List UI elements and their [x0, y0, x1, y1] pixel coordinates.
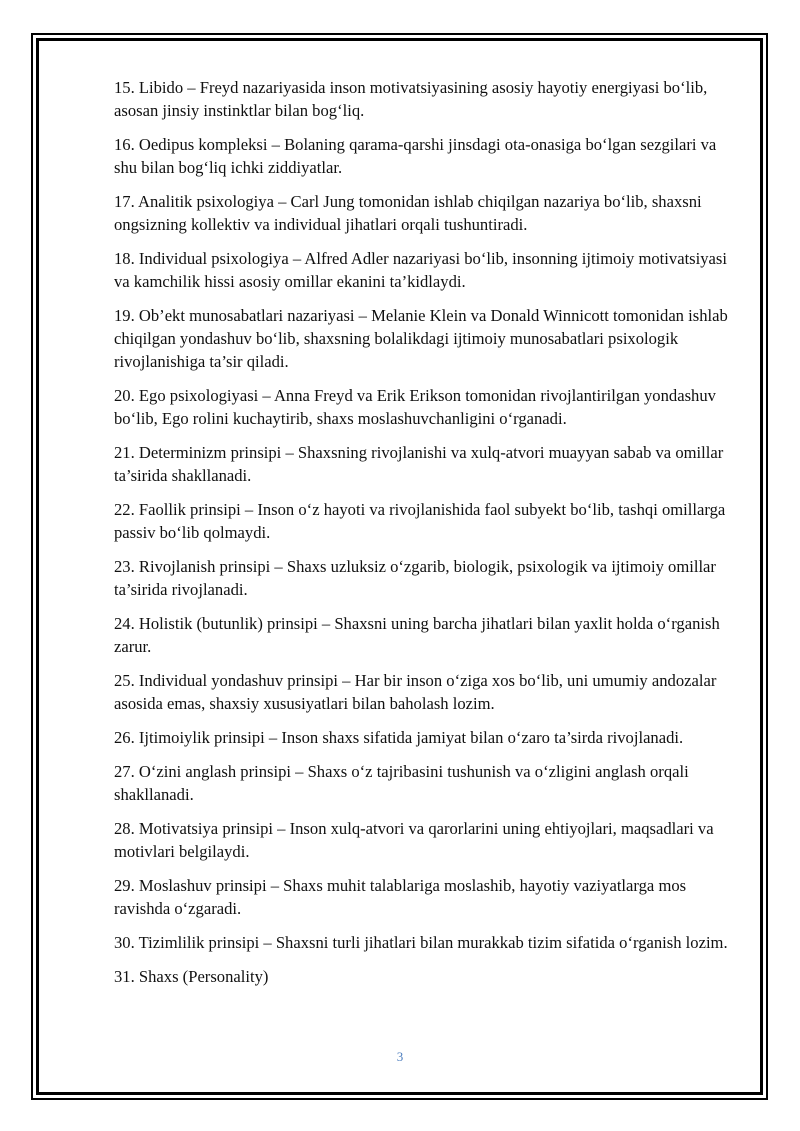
list-item: 17. Analitik psixologiya – Carl Jung tomonidan ishlab chiqilgan nazariya bo‘lib, shaxsni ongsizning kollektiv va individual jihatlari orqali tushuntiradi.: [114, 192, 702, 234]
document-body: [114, 76, 742, 999]
list-item: 27. O‘zini anglash prinsipi – Shaxs o‘z tajribasini tushunish va o‘zligini anglash orqali shakllanadi.: [114, 762, 689, 804]
list-item: 22. Faollik prinsipi – Inson o‘z hayoti va rivojlanishida faol subyekt bo‘lib, tashqi omillarga passiv bo‘lib qolmaydi.: [114, 500, 726, 542]
list-item: 15. Libido – Freyd nazariyasida inson motivatsiyasining asosiy hayotiy energiyasi bo‘lib, asosan jinsiy instinktlar bilan bog‘liq.: [114, 78, 708, 120]
list-item: 19. Ob’ekt munosabatlari nazariyasi – Melanie Klein va Donald Winnicott tomonidan ishlab chiqilgan yondashuv bo‘lib, shaxsning bolalikdagi ijtimoiy munosabatlari psixologik rivojlanishiga ta’sir qiladi.: [114, 306, 728, 371]
list-item: 24. Holistik (butunlik) prinsipi – Shaxsni uning barcha jihatlari bilan yaxlit holda o‘rganish zarur.: [114, 614, 720, 656]
list-item: 29. Moslashuv prinsipi – Shaxs muhit talablariga moslashib, hayotiy vaziyatlarga mos ravishda o‘zgaradi.: [114, 876, 687, 918]
list-item: 20. Ego psixologiyasi – Anna Freyd va Erik Erikson tomonidan rivojlantirilgan yondashuv bo‘lib, Ego rolini kuchaytirib, shaxs moslashuvchanligini o‘rganadi.: [114, 386, 716, 428]
list-item: 16. Oedipus kompleksi – Bolaning qarama-qarshi jinsdagi ota-onasiga bo‘lgan sezgilari va shu bilan bog‘liq ichki ziddiyatlar.: [114, 135, 717, 177]
list-item: 25. Individual yondashuv prinsipi – Har bir inson o‘ziga xos bo‘lib, uni umumiy andozalar asosida emas, shaxsiy xususiyatlari bilan baholash lozim.: [114, 671, 717, 713]
list-item: 18. Individual psixologiya – Alfred Adler nazariyasi bo‘lib, insonning ijtimoiy motivatsiyasi va kamchilik hissi asosiy omillar ekanini ta’kidlaydi.: [114, 249, 727, 291]
list-item: 28. Motivatsiya prinsipi – Inson xulq-atvori va qarorlarini uning ehtiyojlari, maqsadlari va motivlari belgilaydi.: [114, 819, 714, 861]
list-item: 21. Determinizm prinsipi – Shaxsning rivojlanishi va xulq-atvori muayyan sabab va omillar ta’sirida shakllanadi.: [114, 443, 724, 485]
page-number: 3: [396, 1049, 404, 1064]
list-item: 31. Shaxs (Personality): [114, 967, 269, 986]
list-item: 26. Ijtimoiylik prinsipi – Inson shaxs sifatida jamiyat bilan o‘zaro ta’sirda rivojlanadi.: [114, 728, 684, 747]
list-item: 30. Tizimlilik prinsipi – Shaxsni turli jihatlari bilan murakkab tizim sifatida o‘rganish lozim.: [114, 933, 728, 952]
list-item: 23. Rivojlanish prinsipi – Shaxs uzluksiz o‘zgarib, biologik, psixologik va ijtimoiy omillar ta’sirida rivojlanadi.: [114, 557, 716, 599]
